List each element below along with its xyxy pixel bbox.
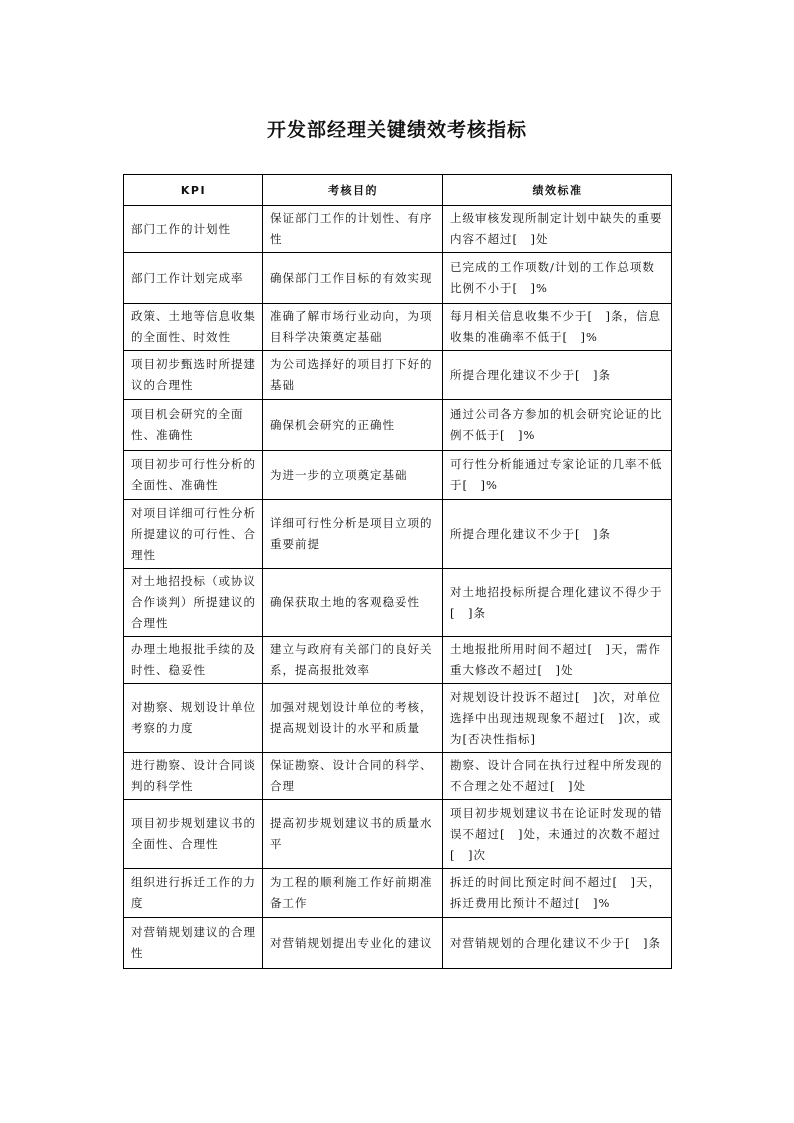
purpose-cell: 对营销规划提出专业化的建议 bbox=[263, 918, 443, 969]
purpose-cell: 加强对规划设计单位的考核，提高规划设计的水平和质量 bbox=[263, 684, 443, 753]
standard-cell: 通过公司各方参加的机会研究论证的比例不低于[ ]% bbox=[443, 400, 672, 451]
purpose-cell: 保证勘察、设计合同的科学、合理 bbox=[263, 753, 443, 800]
purpose-cell: 为进一步的立项奠定基础 bbox=[263, 451, 443, 500]
purpose-cell: 建立与政府有关部门的良好关系，提高报批效率 bbox=[263, 637, 443, 684]
page-title: 开发部经理关键绩效考核指标 bbox=[266, 119, 527, 141]
purpose-cell: 保证部门工作的计划性、有序性 bbox=[263, 206, 443, 253]
standard-cell: 每月相关信息收集不少于[ ]条，信息收集的准确率不低于[ ]% bbox=[443, 304, 672, 351]
kpi-table bbox=[123, 174, 672, 969]
standard-cell: 项目初步规划建议书在论证时发现的错误不超过[ ]处，未通过的次数不超过[ ]次 bbox=[443, 800, 672, 869]
kpi-cell: 对勘察、规划设计单位考察的力度 bbox=[124, 684, 263, 753]
standard-cell: 已完成的工作项数/计划的工作总项数比例不小于[ ]% bbox=[443, 253, 672, 304]
table-row bbox=[124, 451, 672, 500]
standard-cell: 勘察、设计合同在执行过程中所发现的不合理之处不超过[ ]处 bbox=[443, 753, 672, 800]
table-row bbox=[124, 918, 672, 969]
kpi-cell: 对项目详细可行性分析所提建议的可行性、合理性 bbox=[124, 500, 263, 569]
table-row bbox=[124, 206, 672, 253]
column-header-kpi: KPI bbox=[124, 175, 263, 206]
purpose-cell: 为公司选择好的项目打下好的基础 bbox=[263, 351, 443, 400]
table-row bbox=[124, 304, 672, 351]
standard-cell: 所提合理化建议不少于[ ]条 bbox=[443, 500, 672, 569]
purpose-cell: 详细可行性分析是项目立项的重要前提 bbox=[263, 500, 443, 569]
table-row bbox=[124, 253, 672, 304]
table-row bbox=[124, 800, 672, 869]
column-header-standard: 绩效标准 bbox=[443, 175, 672, 206]
standard-cell: 上级审核发现所制定计划中缺失的重要内容不超过[ ]处 bbox=[443, 206, 672, 253]
purpose-cell: 为工程的顺利施工作好前期准备工作 bbox=[263, 869, 443, 918]
table-row bbox=[124, 351, 672, 400]
kpi-cell: 项目初步甄选时所提建议的合理性 bbox=[124, 351, 263, 400]
standard-cell: 对规划设计投诉不超过[ ]次，对单位选择中出现违规现象不超过[ ]次，或为[否决性指标] bbox=[443, 684, 672, 753]
purpose-cell: 准确了解市场行业动向，为项目科学决策奠定基础 bbox=[263, 304, 443, 351]
kpi-cell: 对土地招投标（或协议合作谈判）所提建议的合理性 bbox=[124, 569, 263, 637]
standard-cell: 可行性分析能通过专家论证的几率不低于[ ]% bbox=[443, 451, 672, 500]
purpose-cell: 确保机会研究的正确性 bbox=[263, 400, 443, 451]
standard-cell: 所提合理化建议不少于[ ]条 bbox=[443, 351, 672, 400]
column-header-purpose: 考核目的 bbox=[263, 175, 443, 206]
table-row bbox=[124, 637, 672, 684]
table-row bbox=[124, 569, 672, 637]
table-row bbox=[124, 869, 672, 918]
standard-cell: 拆迁的时间比预定时间不超过[ ]天，拆迁费用比预计不超过[ ]% bbox=[443, 869, 672, 918]
kpi-cell: 项目机会研究的全面性、准确性 bbox=[124, 400, 263, 451]
table-row bbox=[124, 500, 672, 569]
kpi-cell: 政策、土地等信息收集的全面性、时效性 bbox=[124, 304, 263, 351]
kpi-cell: 部门工作计划完成率 bbox=[124, 253, 263, 304]
table-header-row bbox=[124, 175, 672, 206]
purpose-cell: 提高初步规划建议书的质量水平 bbox=[263, 800, 443, 869]
purpose-cell: 确保部门工作目标的有效实现 bbox=[263, 253, 443, 304]
table-row bbox=[124, 684, 672, 753]
kpi-cell: 进行勘察、设计合同谈判的科学性 bbox=[124, 753, 263, 800]
purpose-cell: 确保获取土地的客观稳妥性 bbox=[263, 569, 443, 637]
standard-cell: 对营销规划的合理化建议不少于[ ]条 bbox=[443, 918, 672, 969]
kpi-cell: 项目初步规划建议书的全面性、合理性 bbox=[124, 800, 263, 869]
kpi-cell: 部门工作的计划性 bbox=[124, 206, 263, 253]
kpi-cell: 组织进行拆迁工作的力度 bbox=[124, 869, 263, 918]
standard-cell: 对土地招投标所提合理化建议不得少于[ ]条 bbox=[443, 569, 672, 637]
kpi-cell: 办理土地报批手续的及时性、稳妥性 bbox=[124, 637, 263, 684]
standard-cell: 土地报批所用时间不超过[ ]天，需作重大修改不超过[ ]处 bbox=[443, 637, 672, 684]
table-row bbox=[124, 400, 672, 451]
kpi-cell: 项目初步可行性分析的全面性、准确性 bbox=[124, 451, 263, 500]
table-row bbox=[124, 753, 672, 800]
kpi-cell: 对营销规划建议的合理性 bbox=[124, 918, 263, 969]
